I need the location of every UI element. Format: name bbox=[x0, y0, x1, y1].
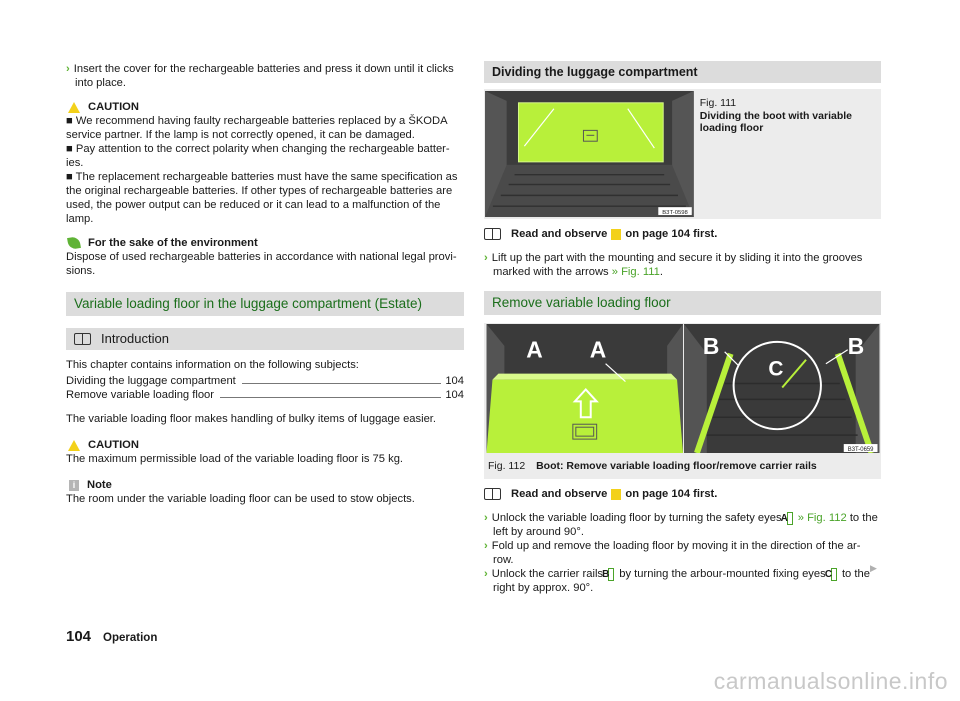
label-a-badge: A bbox=[787, 512, 793, 525]
toc-item[interactable]: Remove variable loading floor 104 bbox=[66, 389, 464, 401]
figure-112-caption-block bbox=[484, 453, 881, 479]
figure-111-caption: Dividing the boot with variable loading floor bbox=[699, 109, 852, 134]
floor-description: The variable loading floor makes handling of bulky items of luggage easier. bbox=[66, 413, 437, 425]
page-footer bbox=[66, 628, 157, 645]
label-a-left: A bbox=[526, 336, 543, 363]
environment-heading: For the sake of the environment bbox=[66, 236, 464, 250]
watermark: carmanualsonline.info bbox=[713, 668, 948, 694]
book-icon bbox=[484, 228, 501, 240]
environment-leaf-icon bbox=[67, 236, 81, 250]
label-b-right: B bbox=[847, 332, 865, 359]
environment-text: Dispose of used rechargeable batteries in accordance with national legal provi-sions. bbox=[66, 251, 457, 277]
read-observe-1: Read and observe on page 104 first. bbox=[484, 227, 881, 241]
step-unlock-floor: › Unlock the variable loading floor by turning the safety eyes A » Fig. 112 to the left by around 90°. bbox=[484, 512, 878, 538]
section-title-remove-floor: Remove variable loading floor bbox=[484, 291, 881, 315]
section-title-dividing: Dividing the luggage compartment bbox=[484, 61, 881, 83]
caution-text-2: The maximum permissible load of the variable loading floor is 75 kg. bbox=[66, 453, 404, 465]
figure-112-image bbox=[485, 324, 881, 453]
figure-111 bbox=[484, 89, 881, 219]
continue-arrow-icon: ▶ bbox=[870, 563, 877, 573]
label-a-right: A bbox=[589, 336, 607, 363]
label-c: C bbox=[768, 357, 784, 381]
toc-list bbox=[66, 374, 464, 402]
step-unlock-rails: › Unlock the carrier rails B by turning the arbour-mounted fixing eyes C to the right by approx. 90°. bbox=[484, 568, 870, 594]
figure-112-caption: Boot: Remove variable loading floor/remove carrier rails bbox=[536, 460, 817, 472]
section-title-variable-floor: Variable loading floor in the luggage compartment (Estate) bbox=[66, 292, 464, 316]
figure-111-image bbox=[485, 90, 694, 218]
step-arrow-icon: › bbox=[484, 568, 488, 580]
fig-111-link[interactable]: » Fig. 111 bbox=[611, 266, 660, 278]
step-insert-cover: › Insert the cover for the rechargeable batteries and press it down until it clicks into place. bbox=[66, 63, 454, 89]
figure-111-code: B3T-0598 bbox=[662, 210, 688, 217]
step-fold-floor: › Fold up and remove the loading floor by moving it in the direction of the ar-row. bbox=[484, 540, 861, 566]
info-icon: i bbox=[69, 480, 79, 491]
caution-triangle-icon bbox=[68, 440, 80, 451]
read-observe-2: Read and observe on page 104 first. bbox=[484, 487, 881, 501]
figure-112-code: B3T-0659 bbox=[847, 447, 874, 453]
step-arrow-icon: › bbox=[484, 252, 488, 264]
book-icon bbox=[484, 488, 501, 500]
figure-112-number: Fig. 112 bbox=[488, 460, 526, 472]
page-number: 104 bbox=[66, 628, 92, 645]
label-b-left: B bbox=[702, 332, 720, 359]
book-icon bbox=[74, 333, 91, 345]
warning-icon bbox=[611, 489, 621, 500]
right-column bbox=[484, 61, 881, 595]
introduction-heading: Introduction bbox=[66, 328, 464, 350]
note-text: The room under the variable loading floor can be used to stow objects. bbox=[66, 493, 415, 505]
note-heading: i Note bbox=[66, 478, 464, 492]
warning-icon bbox=[611, 229, 621, 240]
caution-triangle-icon bbox=[68, 102, 80, 113]
figure-111-number: Fig. 111 bbox=[699, 97, 737, 109]
caution-heading: CAUTION bbox=[66, 100, 464, 114]
caution-bullet-1: ■ We recommend having faulty rechargeable batteries replaced by a ŠKODA service partner. If the lamp is not correctly opened, it can be damaged. bbox=[66, 115, 447, 141]
caution-bullet-2: ■ Pay attention to the correct polarity when changing the rechargeable batter-ies. bbox=[66, 143, 450, 169]
toc-item[interactable]: Dividing the luggage compartment 104 bbox=[66, 375, 464, 387]
figure-111-caption-block bbox=[694, 89, 881, 219]
step-arrow-icon: › bbox=[484, 540, 488, 552]
label-c-badge: C bbox=[831, 568, 837, 581]
caution-bullet-3: ■ The replacement rechargeable batteries must have the same specification as the original rechargeable batteries. If other types of rechargeable batteries are used, the power output can be reduced or it can lead to a malfunction of the lamp. bbox=[66, 171, 458, 225]
figure-112 bbox=[484, 323, 881, 479]
caution-heading-2: CAUTION bbox=[66, 438, 464, 452]
fig-112-link[interactable]: » Fig. 112 bbox=[797, 512, 847, 524]
intro-text: This chapter contains information on the following subjects: bbox=[66, 359, 359, 371]
page-section: Operation bbox=[103, 632, 158, 644]
step-arrow-icon: › bbox=[66, 63, 70, 75]
left-column bbox=[66, 62, 464, 506]
step-arrow-icon: › bbox=[484, 512, 488, 524]
step-lift-part: › Lift up the part with the mounting and secure it by sliding it into the grooves marked with the arrows » Fig. 111. bbox=[484, 252, 863, 278]
label-b-badge: B bbox=[608, 568, 614, 581]
